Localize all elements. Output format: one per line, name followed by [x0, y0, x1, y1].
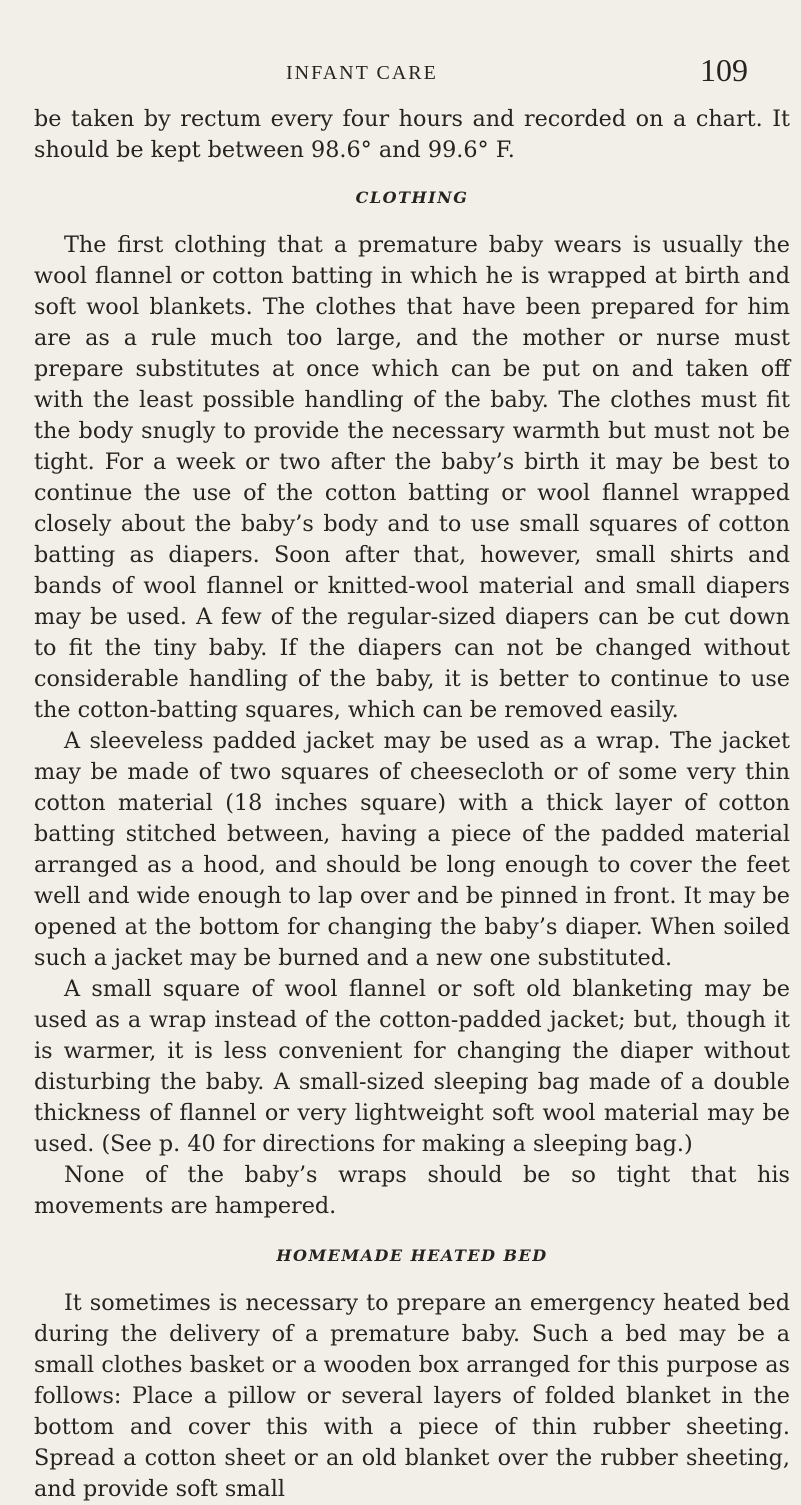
paragraph-heated-bed-1: It sometimes is necessary to prepare an emergency heated bed during the delivery of a premature baby. Such a bed may be a small clothes basket or a wooden box arranged for this purpose as follows: Place a pillow or several layers of folded blanket in the bottom and cover this with a piece of thin rubber sheeting. Spread a cotton sheet or an old blanket over the rubber sheeting, and provide soft small: [34, 1290, 790, 1502]
section-heading-heated-bed: HOMEMADE HEATED BED: [276, 1246, 548, 1265]
running-head: INFANT CARE: [286, 62, 438, 84]
page-number: 109: [700, 52, 748, 88]
paragraph-continued: be taken by rectum every four hours and recorded on a chart. It should be kept between 98.6° and 99.6° F.: [34, 106, 790, 163]
body-text: [34, 104, 790, 1505]
section-heading-clothing: CLOTHING: [355, 188, 469, 207]
paragraph-clothing-3: A small square of wool flannel or soft old blanketing may be used as a wrap instead of the cotton-padded jacket; but, though it is warmer, it is less convenient for changing the diaper without disturbing the baby. A small-sized sleeping bag made of a double thickness of flannel or very lightweight soft wool material may be used. (See p. 40 for directions for making a sleeping bag.): [34, 976, 790, 1157]
paragraph-clothing-4: None of the baby’s wraps should be so tight that his movements are hampered.: [34, 1162, 790, 1219]
paragraph-clothing-2: A sleeveless padded jacket may be used as a wrap. The jacket may be made of two squares of cheesecloth or of some very thin cotton material (18 inches square) with a thick layer of cotton batting stitched between, having a piece of the padded material arranged as a hood, and should be long enough to cover the feet well and wide enough to lap over and be pinned in front. It may be opened at the bottom for changing the baby’s diaper. When soiled such a jacket may be burned and a new one substituted.: [34, 728, 790, 971]
paragraph-clothing-1: The first clothing that a premature baby wears is usually the wool flannel or cotton batting in which he is wrapped at birth and soft wool blankets. The clothes that have been prepared for him are as a rule much too large, and the mother or nurse must prepare substitutes at once which can be put on and taken off with the least possible handling of the baby. The clothes must fit the body snugly to provide the necessary warmth but must not be tight. For a week or two after the baby’s birth it may be best to continue the use of the cotton batting or wool flannel wrapped closely about the baby’s body and to use small squares of cotton batting as diapers. Soon after that, however, small shirts and bands of wool flannel or knitted-wool material and small diapers may be used. A few of the regular-sized diapers can be cut down to fit the tiny baby. If the diapers can not be changed without considerable handling of the baby, it is better to continue to use the cotton-batting squares, which can be removed easily.: [34, 232, 790, 723]
page-header: [0, 52, 801, 92]
